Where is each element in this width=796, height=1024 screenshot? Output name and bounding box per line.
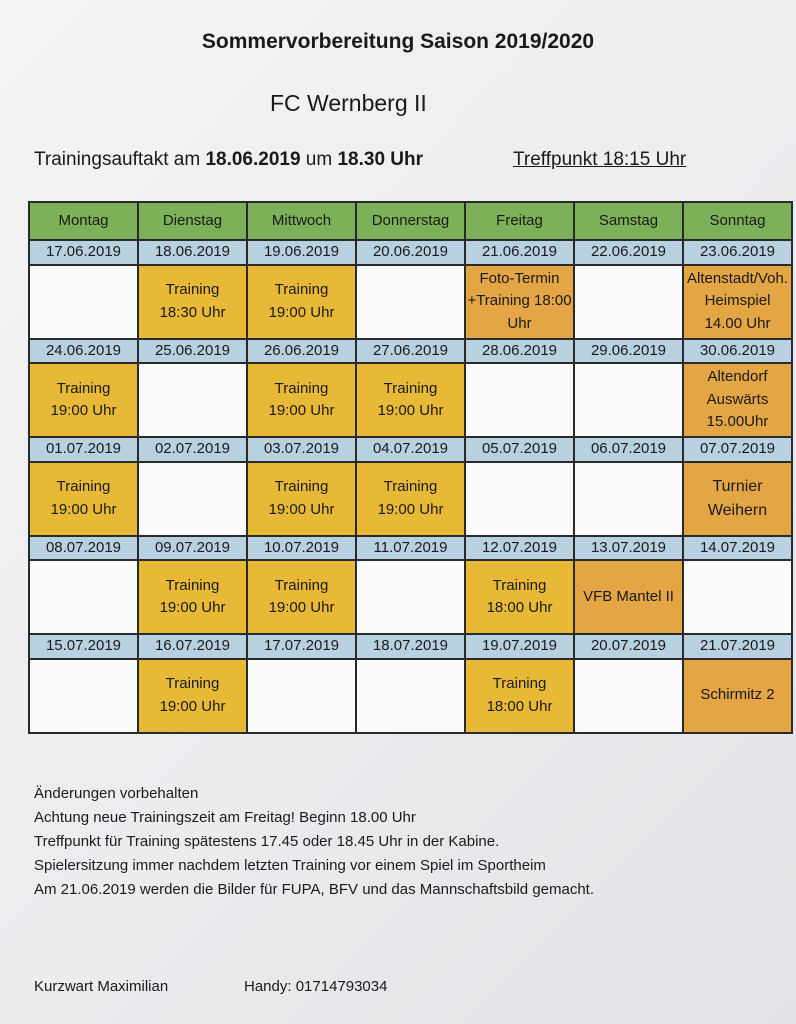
footer-contact-name: Kurzwart Maximilian — [34, 978, 169, 995]
date-cell: 23.06.2019 — [683, 240, 792, 265]
date-cell: 06.07.2019 — [574, 437, 683, 462]
training-cell — [356, 363, 465, 437]
date-cell: 24.06.2019 — [29, 339, 138, 364]
cell-text: Training 19:00 Uhr — [50, 478, 117, 518]
footer-phone: Handy: 01714793034 — [244, 978, 388, 995]
date-cell: 19.07.2019 — [465, 634, 574, 659]
training-cell — [465, 659, 574, 733]
event-cell — [574, 560, 683, 634]
event-cell — [683, 659, 792, 733]
date-cell: 04.07.2019 — [356, 437, 465, 462]
meeting-point: Treffpunkt 18:15 Uhr — [513, 149, 687, 170]
date-row — [29, 634, 792, 659]
cell-text: Training 19:00 Uhr — [268, 379, 335, 419]
kickoff-line — [34, 149, 423, 171]
cell-text: Training 19:00 Uhr — [50, 379, 117, 419]
date-cell: 20.07.2019 — [574, 634, 683, 659]
weekday-header: Freitag — [465, 202, 574, 240]
date-cell: 03.07.2019 — [247, 437, 356, 462]
empty-cell — [465, 363, 574, 437]
cell-text: Turnier Weihern — [707, 477, 768, 519]
cell-text: Training 19:00 Uhr — [268, 281, 335, 321]
training-cell — [356, 462, 465, 536]
empty-cell — [356, 560, 465, 634]
cell-text: Training 19:00 Uhr — [377, 379, 444, 419]
notes-section — [34, 782, 594, 902]
activity-row — [29, 659, 792, 733]
date-cell: 10.07.2019 — [247, 536, 356, 561]
empty-cell — [356, 659, 465, 733]
event-cell — [683, 265, 792, 339]
training-cell — [29, 363, 138, 437]
date-cell: 18.06.2019 — [138, 240, 247, 265]
date-cell: 20.06.2019 — [356, 240, 465, 265]
date-cell: 07.07.2019 — [683, 437, 792, 462]
date-cell: 17.07.2019 — [247, 634, 356, 659]
date-cell: 26.06.2019 — [247, 339, 356, 364]
weekday-header: Samstag — [574, 202, 683, 240]
date-cell: 02.07.2019 — [138, 437, 247, 462]
event-cell — [683, 363, 792, 437]
activity-row — [29, 462, 792, 536]
empty-cell — [138, 363, 247, 437]
club-name: FC Wernberg II — [270, 90, 427, 116]
training-cell — [29, 462, 138, 536]
weekday-header: Mittwoch — [247, 202, 356, 240]
date-cell: 19.06.2019 — [247, 240, 356, 265]
cell-text: Training 19:00 Uhr — [377, 478, 444, 518]
empty-cell — [356, 265, 465, 339]
cell-text: Training 19:00 Uhr — [268, 576, 335, 616]
cell-text: Training 19:00 Uhr — [159, 576, 226, 616]
date-cell: 28.06.2019 — [465, 339, 574, 364]
weekday-header: Sonntag — [683, 202, 792, 240]
empty-cell — [29, 659, 138, 733]
training-cell — [138, 560, 247, 634]
date-row — [29, 536, 792, 561]
note-line: Achtung neue Trainingszeit am Freitag! Beginn 18.00 Uhr — [34, 809, 416, 826]
cell-text: Training 18:00 Uhr — [486, 576, 553, 616]
kickoff-prefix: Trainingsauftakt am — [34, 149, 206, 170]
date-cell: 16.07.2019 — [138, 634, 247, 659]
cell-text: Schirmitz 2 — [700, 686, 775, 704]
event-cell — [465, 265, 574, 339]
empty-cell — [574, 363, 683, 437]
note-line: Änderungen vorbehalten — [34, 785, 199, 802]
cell-text: Training 19:00 Uhr — [268, 478, 335, 518]
weekday-header: Donnerstag — [356, 202, 465, 240]
training-cell — [247, 265, 356, 339]
date-cell: 11.07.2019 — [356, 536, 465, 561]
date-cell: 15.07.2019 — [29, 634, 138, 659]
activity-row — [29, 265, 792, 339]
empty-cell — [29, 560, 138, 634]
date-cell: 29.06.2019 — [574, 339, 683, 364]
kickoff-middle: um — [300, 149, 338, 170]
empty-cell — [465, 462, 574, 536]
cell-text: Training 18:00 Uhr — [486, 675, 553, 715]
date-cell: 27.06.2019 — [356, 339, 465, 364]
cell-text: VFB Mantel II — [583, 587, 674, 605]
date-cell: 17.06.2019 — [29, 240, 138, 265]
kickoff-date: 18.06.2019 — [205, 149, 301, 170]
date-cell: 30.06.2019 — [683, 339, 792, 364]
date-cell: 22.06.2019 — [574, 240, 683, 265]
cell-text: Foto-Termin +Training 18:00 Uhr — [467, 269, 572, 332]
document-title: Sommervorbereitung Saison 2019/2020 — [201, 30, 595, 53]
weekday-header: Montag — [29, 202, 138, 240]
empty-cell — [574, 462, 683, 536]
training-cell — [138, 265, 247, 339]
training-cell — [247, 363, 356, 437]
weekday-header: Dienstag — [138, 202, 247, 240]
training-cell — [465, 560, 574, 634]
cell-text: Altendorf Auswärts 15.00Uhr — [706, 368, 769, 431]
event-cell — [683, 462, 792, 536]
date-cell: 18.07.2019 — [356, 634, 465, 659]
date-cell: 21.06.2019 — [465, 240, 574, 265]
activity-row — [29, 560, 792, 634]
date-cell: 08.07.2019 — [29, 536, 138, 561]
training-cell — [247, 560, 356, 634]
date-row — [29, 240, 792, 265]
date-cell: 05.07.2019 — [465, 437, 574, 462]
empty-cell — [574, 265, 683, 339]
date-cell: 12.07.2019 — [465, 536, 574, 561]
empty-cell — [683, 560, 792, 634]
training-cell — [138, 659, 247, 733]
note-line: Treffpunkt für Training spätestens 17.45 oder 18.45 Uhr in der Kabine. — [34, 833, 500, 850]
date-cell: 09.07.2019 — [138, 536, 247, 561]
date-cell: 01.07.2019 — [29, 437, 138, 462]
kickoff-time: 18.30 Uhr — [337, 149, 424, 170]
training-schedule-table — [28, 201, 793, 734]
date-cell: 13.07.2019 — [574, 536, 683, 561]
training-cell — [247, 462, 356, 536]
cell-text: Altenstadt/Voh. Heimspiel 14.00 Uhr — [687, 269, 788, 332]
note-line: Am 21.06.2019 werden die Bilder für FUPA, BFV und das Mannschaftsbild gemacht. — [34, 881, 595, 898]
empty-cell — [247, 659, 356, 733]
date-row — [29, 339, 792, 364]
activity-row — [29, 363, 792, 437]
date-cell: 14.07.2019 — [683, 536, 792, 561]
weekday-header-row — [29, 202, 792, 240]
date-cell: 21.07.2019 — [683, 634, 792, 659]
empty-cell — [574, 659, 683, 733]
date-cell: 25.06.2019 — [138, 339, 247, 364]
cell-text: Training 19:00 Uhr — [159, 675, 226, 715]
empty-cell — [138, 462, 247, 536]
empty-cell — [29, 265, 138, 339]
note-line: Spielersitzung immer nachdem letzten Training vor einem Spiel im Sportheim — [34, 857, 546, 874]
date-row — [29, 437, 792, 462]
cell-text: Training 18:30 Uhr — [159, 281, 226, 321]
